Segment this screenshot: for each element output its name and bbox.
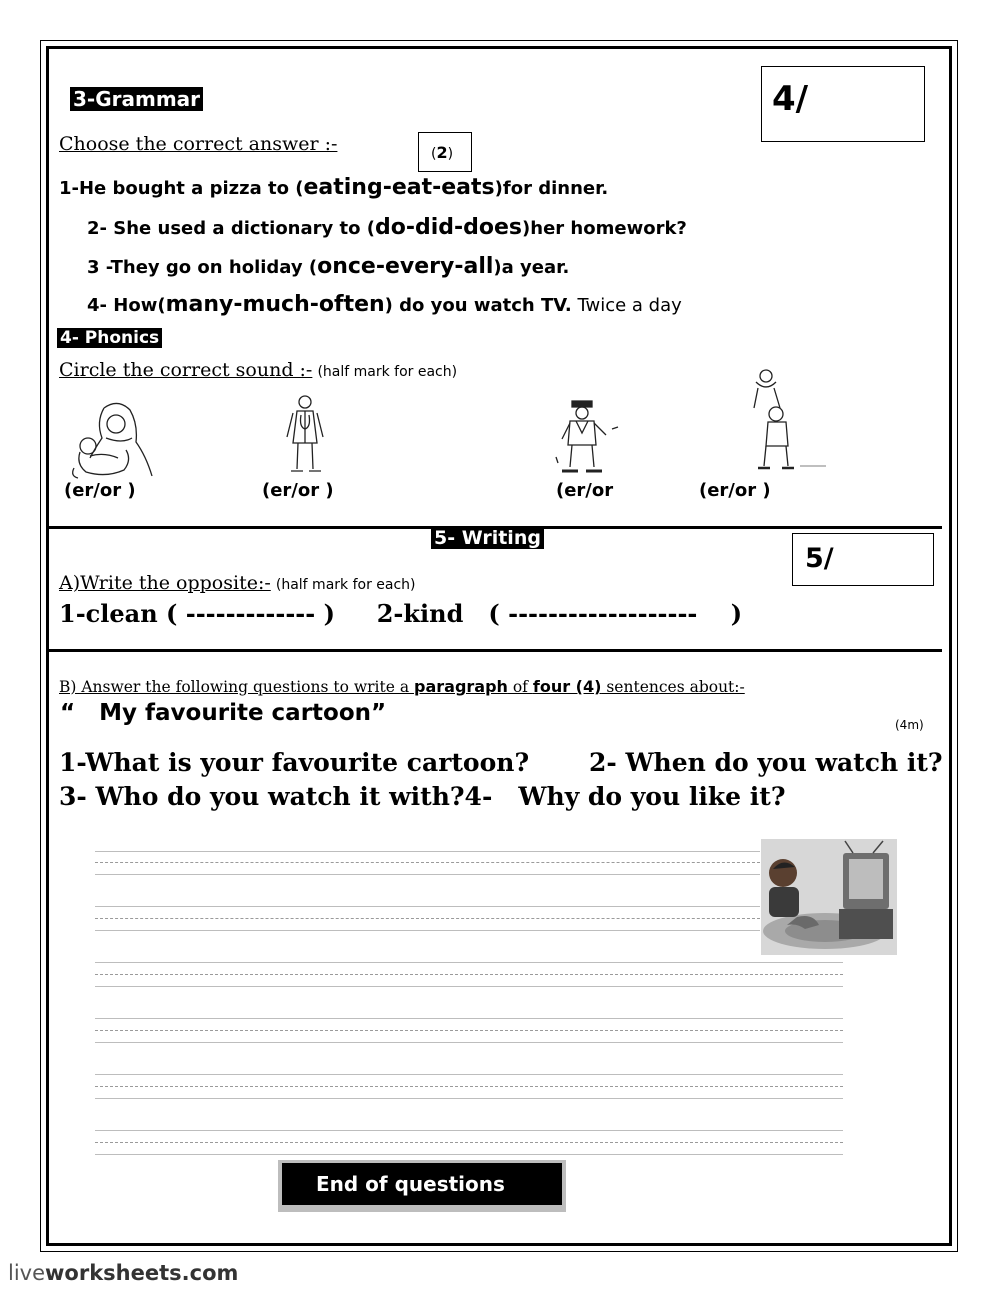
phonics-instruction-line xyxy=(59,359,457,381)
grammar-mark-box xyxy=(418,132,472,172)
grammar-title: 3-Grammar xyxy=(70,87,203,111)
grammar-question-2 xyxy=(87,215,687,240)
q2-options[interactable]: do-did-does xyxy=(374,215,523,240)
q4-prefix: 4- How( xyxy=(87,295,166,316)
topic-title: “ My favourite cartoon” xyxy=(60,700,387,726)
marks-label: (4m) xyxy=(895,718,924,732)
writing-a-instruction-line xyxy=(59,572,416,594)
doctor-picture xyxy=(283,393,327,475)
question-1: 1-What is your favourite cartoon? xyxy=(59,748,530,777)
boy-watching-tv-picture xyxy=(761,839,897,955)
logo-live: live xyxy=(8,1261,46,1285)
mark-number: 2 xyxy=(436,143,448,162)
b-paragraph: paragraph xyxy=(414,677,508,696)
q4-answer: Twice a day xyxy=(571,295,682,316)
section-divider-2 xyxy=(49,649,942,652)
grammar-score: 4/ xyxy=(772,79,809,119)
grammar-instruction: Choose the correct answer :- xyxy=(59,133,338,155)
question-3-4: 3- Who do you watch it with?4- Why do you like it? xyxy=(59,782,786,811)
q4-options[interactable]: many-much-often xyxy=(165,292,385,317)
writing-score-box[interactable] xyxy=(792,533,934,586)
writing-b-instruction xyxy=(59,677,745,696)
question-2: 2- When do you watch it? xyxy=(589,748,943,777)
q3-prefix: 3 -They go on holiday ( xyxy=(87,257,318,278)
writing-a-note: (half mark for each) xyxy=(275,577,416,593)
mark-close: ) xyxy=(447,146,454,162)
q4-suffix: ) do you watch TV. xyxy=(384,295,572,316)
end-of-questions-banner xyxy=(282,1163,562,1205)
b-pre: B) Answer the following questions to write a xyxy=(59,678,414,696)
phonics-instruction: Circle the correct sound :- xyxy=(59,359,313,381)
logo-com: .com xyxy=(181,1261,239,1285)
q1-prefix: 1-He bought a pizza to ( xyxy=(59,178,304,199)
grammar-question-1 xyxy=(59,175,608,200)
q2-suffix: )her homework? xyxy=(522,218,687,239)
phonics-option-4[interactable]: (er/or ) xyxy=(699,480,771,501)
b-four: four (4) xyxy=(532,677,602,696)
father-child-picture xyxy=(740,368,828,470)
q1-options[interactable]: eating-eat-eats xyxy=(303,175,495,200)
logo-worksheets: worksheets xyxy=(45,1261,182,1285)
grammar-question-4 xyxy=(87,292,682,317)
q2-prefix: 2- She used a dictionary to ( xyxy=(87,218,375,239)
mark-open: ( xyxy=(431,146,437,162)
grammar-question-3 xyxy=(87,254,569,279)
mother-baby-picture xyxy=(66,398,162,480)
farmer-picture xyxy=(552,393,624,475)
writing-score: 5/ xyxy=(805,543,834,574)
writing-title: 5- Writing xyxy=(431,527,544,549)
liveworksheets-logo[interactable] xyxy=(8,1261,238,1285)
phonics-title: 4- Phonics xyxy=(57,328,162,348)
phonics-option-3[interactable]: (er/or xyxy=(556,480,614,501)
q1-suffix: )for dinner. xyxy=(494,178,609,199)
phonics-option-2[interactable]: (er/or ) xyxy=(262,480,334,501)
b-mid: of xyxy=(507,678,533,696)
writing-a-instruction: A)Write the opposite:- xyxy=(59,572,271,594)
end-of-questions-text: End of questions xyxy=(316,1172,505,1196)
phonics-note: (half mark for each) xyxy=(317,364,458,380)
phonics-option-1[interactable]: (er/or ) xyxy=(64,480,136,501)
grammar-score-box[interactable] xyxy=(761,66,925,142)
q3-suffix: )a year. xyxy=(493,257,570,278)
opposites-line[interactable]: 1-clean ( ------------- ) 2-kind ( ------------------- ) xyxy=(59,599,743,628)
b-post: sentences about:- xyxy=(601,678,745,696)
q3-options[interactable]: once-every-all xyxy=(317,254,494,279)
